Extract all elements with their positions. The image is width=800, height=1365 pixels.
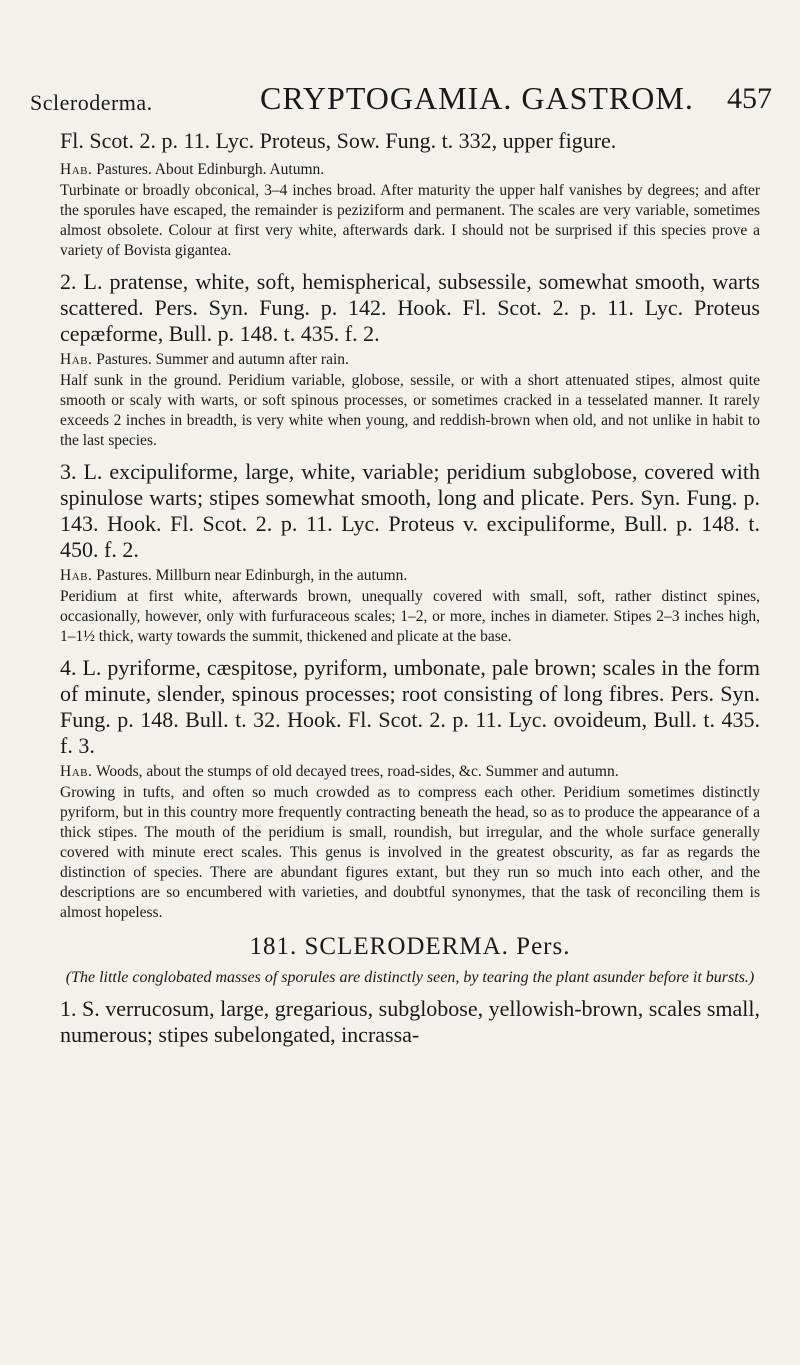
- entry-description: Turbinate or broadly obconical, 3–4 inches broad. After maturity the upper half vanishes by degrees; and after the sporules have escaped, the remainder is peziziform and permanent. The scales are very variable, sometimes almost obsolete. Colour at first very white, afterwards dark. I should not be surprised if this species prove a variety of Bovista gigantea.: [60, 182, 760, 259]
- entry-description: Growing in tufts, and often so much crowded as to compress each other. Peridium sometimes distinctly pyriform, but in this country more frequently contracting beneath the head, so as to produce the appearance of a thick stipes. The mouth of the peridium is small, roundish, but irregular, and the whole surface generally covered with minute erect scales. This genus is involved in the greatest obscurity, as far as regards the distinction of species. There are abundant figures extant, but they run so much into each other, and the descriptions are so encumbered with varieties, and doubtful synonymes, that the task of reconciling them is almost hopeless.: [60, 784, 760, 921]
- running-header: [30, 74, 772, 118]
- species-entry-pyriforme: 4. L. pyriforme, cæspitose, pyriform, umbonate, pale brown; scales in the form of minute, slender, spinous processes; root consisting of long fibres. Pers. Syn. Fung. p. 148. Bull. t. 32. Hook. Fl. Scot. 2. p. 11. Lyc. ovoideum, Bull. t. 435. f. 3.: [60, 655, 760, 758]
- page-number: 457: [727, 82, 772, 115]
- habitat-label: Hab.: [60, 567, 93, 584]
- habitat-label: Hab.: [60, 161, 93, 178]
- habitat-line: [60, 160, 760, 180]
- header-title: CRYPTOGAMIA. GASTROM.: [260, 80, 694, 116]
- genus-heading: 181. SCLERODERMA. Pers.: [249, 933, 571, 960]
- species-entry-excipuliforme: 3. L. excipuliforme, large, white, variable; peridium subglobose, covered with spinulose warts; stipes somewhat smooth, long and plicate. Pers. Syn. Fung. p. 143. Hook. Fl. Scot. 2. p. 11. Lyc. Proteus v. excipuliforme, Bull. p. 148. t. 450. f. 2.: [60, 459, 760, 562]
- entry-description: Peridium at first white, afterwards brown, unequally covered with small, soft, rather distinct spines, occasionally, however, only with furfuraceous scales; 1–2, or more, inches in diameter. Stipes 2–3 inches high, 1–1½ thick, warty towards the summit, thickened and plicate at the base.: [60, 588, 760, 645]
- page-body: [60, 128, 760, 1048]
- species-entry-pratense: 2. L. pratense, white, soft, hemispherical, subsessile, somewhat smooth, warts scattered. Pers. Syn. Fung. p. 142. Hook. Fl. Scot. 2. p. 11. Lyc. Proteus cepæforme, Bull. p. 148. t. 435. f. 2.: [60, 269, 760, 346]
- habitat-line: [60, 566, 760, 586]
- habitat-label: Hab.: [60, 763, 93, 780]
- entry-description: Half sunk in the ground. Peridium variable, globose, sessile, or with a short attenuated stipes, almost quite smooth or scaly with warts, or soft spinous processes, or sometimes cracked in a tesselated manner. It rarely exceeds 2 inches in breadth, is very white when young, and reddish-brown when old, and not unlike in habit to the last species.: [60, 372, 760, 449]
- habitat-text: Pastures. Summer and autumn after rain.: [96, 351, 349, 368]
- header-genus: Scleroderma.: [30, 90, 153, 115]
- habitat-text: Pastures. Millburn near Edinburgh, in the autumn.: [96, 567, 408, 584]
- habitat-text: Pastures. About Edinburgh. Autumn.: [96, 161, 325, 178]
- habitat-text: Woods, about the stumps of old decayed trees, road-sides, &c. Summer and autumn.: [95, 763, 619, 780]
- genus-note: (The little conglobated masses of sporules are distinctly seen, by tearing the plant asunder before it bursts.): [65, 969, 755, 986]
- entry-reference: Fl. Scot. 2. p. 11. Lyc. Proteus, Sow. Fung. t. 332, upper figure.: [60, 128, 617, 153]
- habitat-line: [60, 762, 760, 782]
- habitat-line: [60, 350, 760, 370]
- habitat-label: Hab.: [60, 351, 93, 368]
- species-entry-verrucosum: 1. S. verrucosum, large, gregarious, subglobose, yellowish-brown, scales small, numerous; stipes subelongated, incrassa-: [60, 996, 760, 1047]
